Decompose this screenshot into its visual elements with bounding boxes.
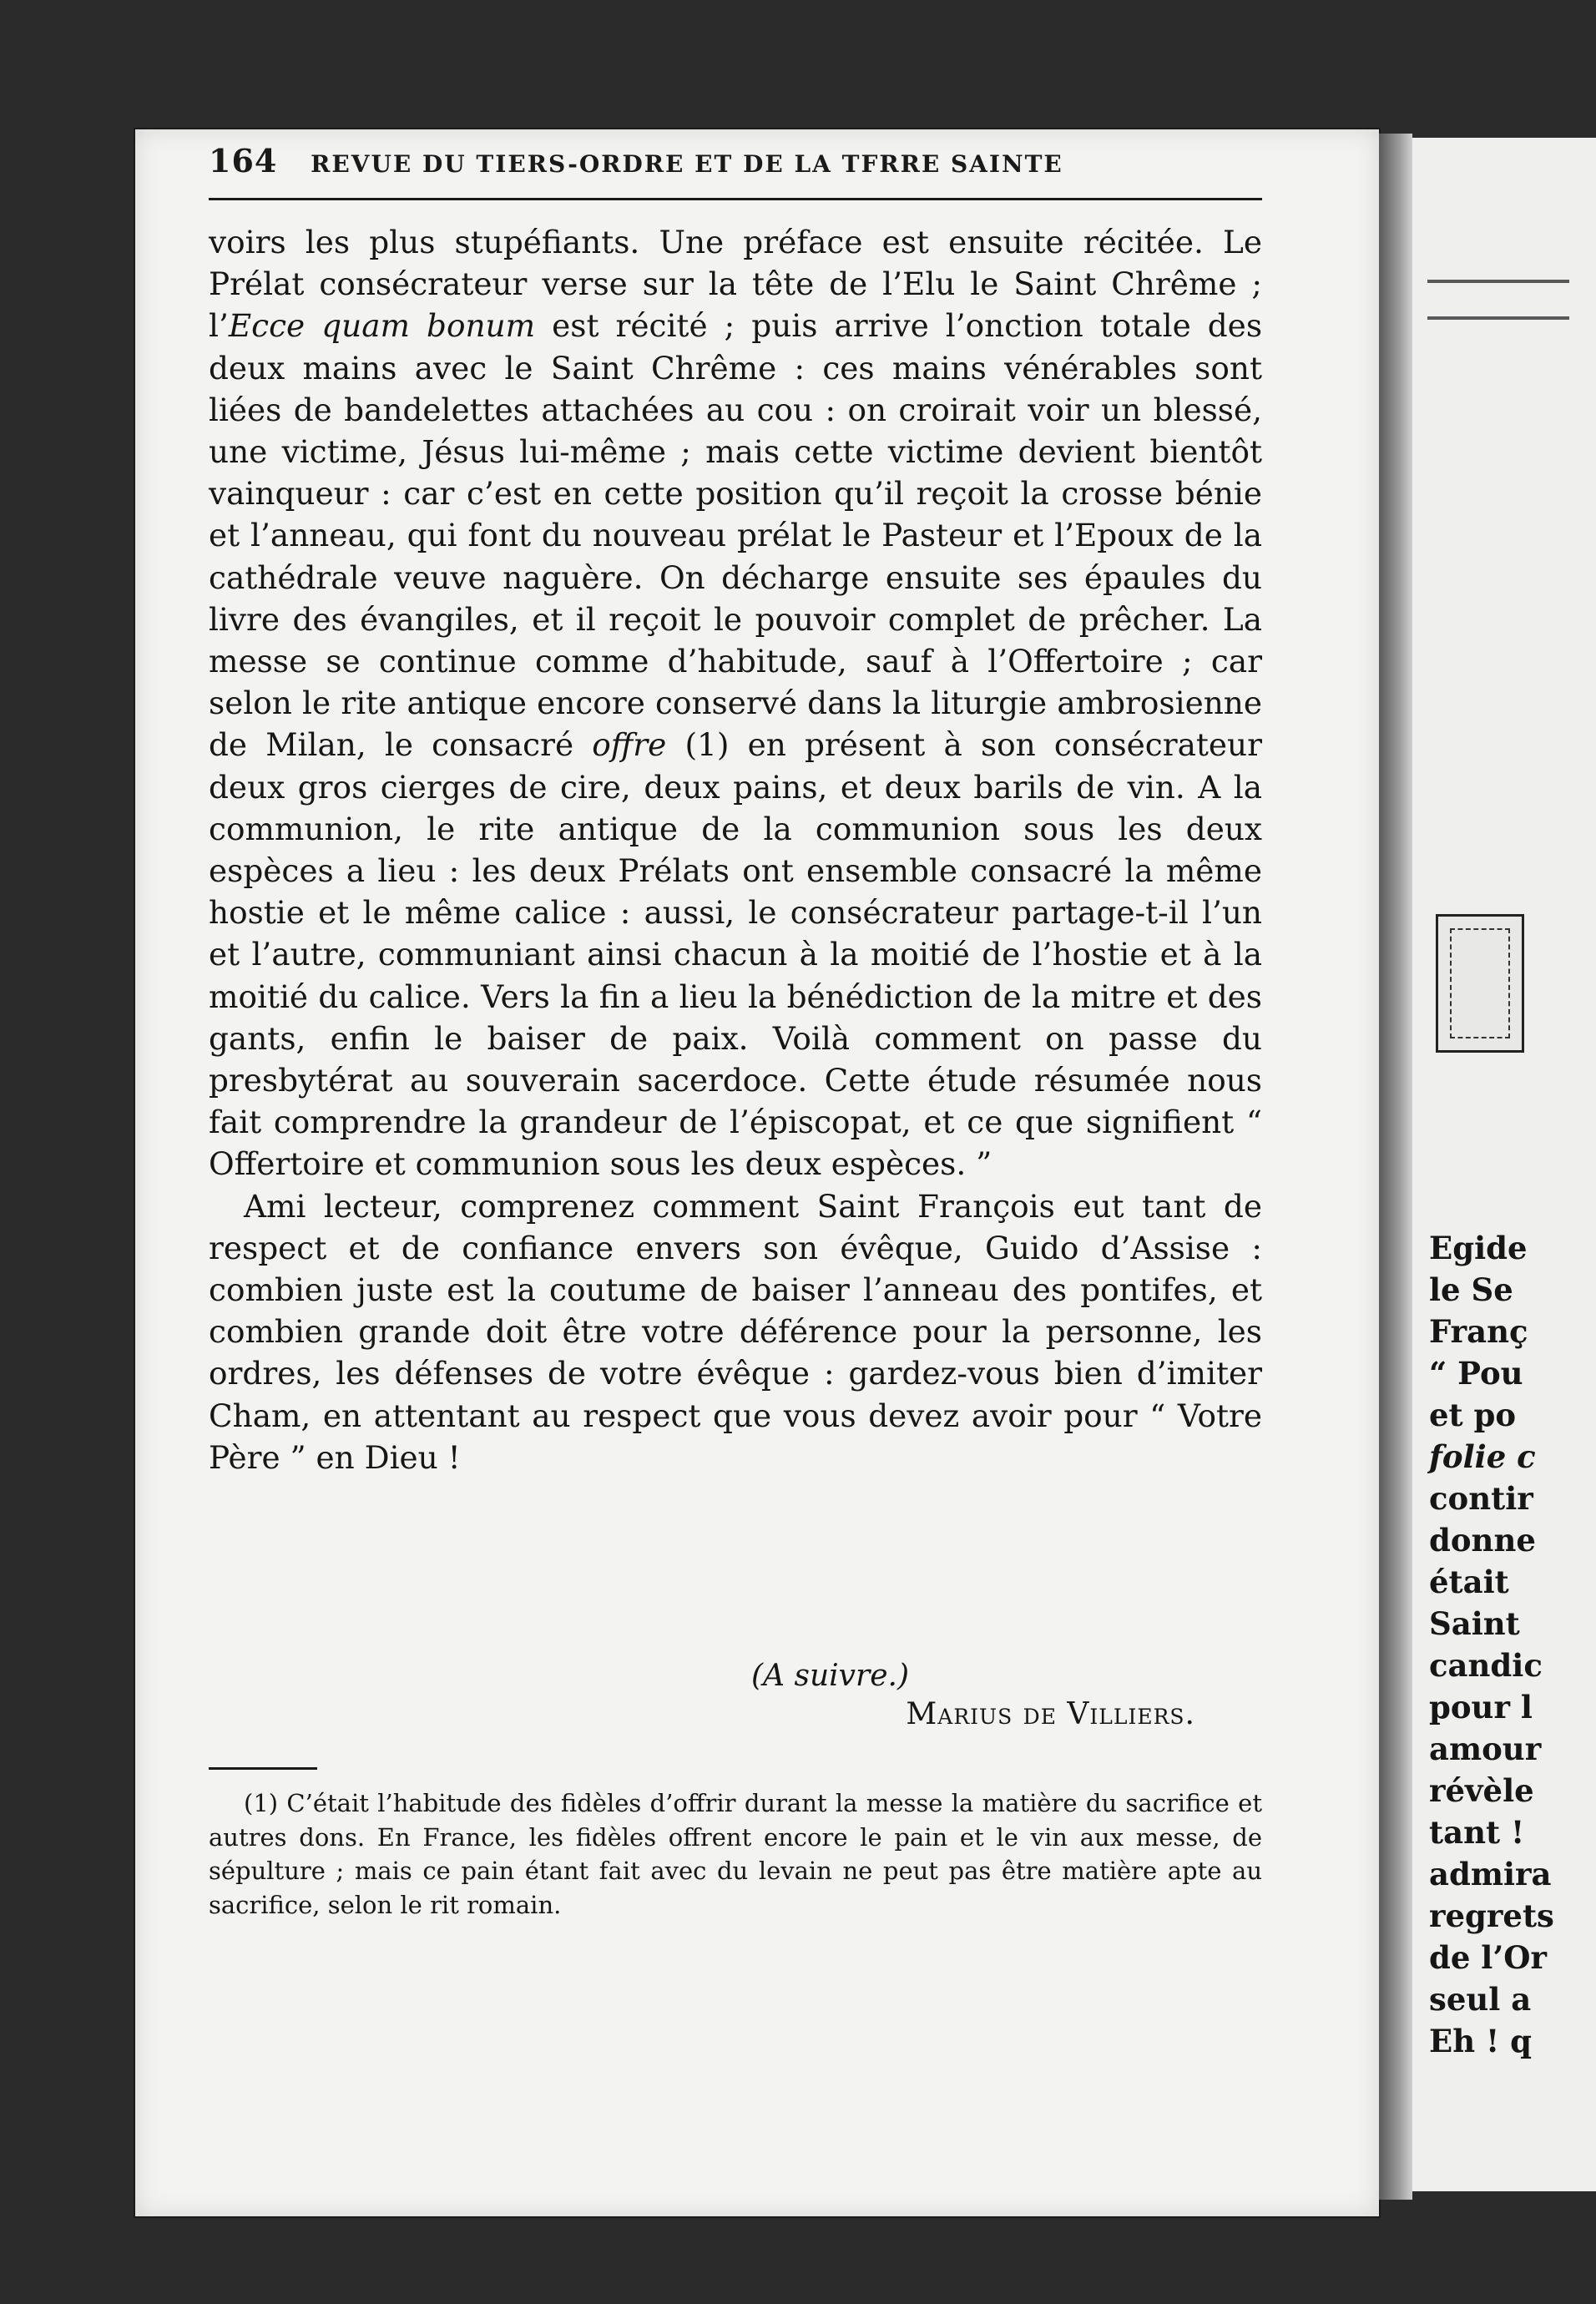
header-rule bbox=[209, 198, 1262, 200]
right-line: Eh ! q bbox=[1429, 2023, 1532, 2059]
italic-run: Ecce quam bonum bbox=[228, 307, 536, 345]
page-number: 164 bbox=[209, 142, 278, 179]
right-line: Egide bbox=[1429, 1230, 1528, 1266]
text-run: est récité ; puis arrive l’onction totale des deux mains avec le Saint Chrême : ces mains vénérables sont liées de bandelettes attachées au cou : on croirait voir un blessé, une victime, Jésus lui-même ; mais cette victime devient bientôt vainqueur : car c’est en cette position qu’il reçoit la crosse bénie et l’anneau, qui font du nouveau prélat le Pasteur et l’Epoux de la cathédrale veuve naguère. On décharge ensuite ses épaules du livre des évangiles, et il reçoit le pouvoir complet de prêcher. La messe se continue comme d’habitude, sauf à l’Offertoire ; car selon le rite antique encore conservé dans la liturgie ambrosienne de Milan, le consacré bbox=[209, 307, 1263, 764]
running-header bbox=[209, 142, 1260, 192]
right-line: “ Pou bbox=[1429, 1355, 1523, 1392]
right-line: amour bbox=[1429, 1731, 1542, 1767]
footnote bbox=[209, 1786, 1262, 1922]
drop-cap-icon bbox=[1436, 914, 1524, 1053]
right-line: Franç bbox=[1429, 1313, 1528, 1350]
footnote-text: (1) C’était l’habitude des fidèles d’offrir durant la messe la matière du sacrifice et autres dons. En France, les fidèles offrent encore le pain et le vin aux messe, de sépulture ; mais ce pain étant fait avec du levain ne peut pas être matière apte au sacrifice, selon le rit romain. bbox=[209, 1789, 1262, 1919]
right-line: regrets bbox=[1429, 1897, 1554, 1934]
signature-block bbox=[209, 1657, 1262, 1734]
text-run: voirs les plus stupéfiants. Une préface est ensuite récitée. Le Prélat consécrateur verse sur la tête de l’Elu le Saint Chrême ; l’ bbox=[209, 224, 1262, 345]
book-gutter bbox=[1379, 134, 1412, 2200]
right-line: contir bbox=[1429, 1480, 1533, 1517]
right-line: candic bbox=[1429, 1647, 1543, 1684]
right-line: donne bbox=[1429, 1522, 1536, 1559]
running-title: REVUE DU TIERS-ORDRE ET DE LA TFRRE SAINTE bbox=[311, 150, 1063, 178]
italic-run: offre bbox=[592, 726, 667, 764]
right-line: était bbox=[1429, 1564, 1509, 1600]
paragraph-1 bbox=[209, 221, 1262, 1185]
right-line: pour l bbox=[1429, 1689, 1533, 1725]
text-run: (1) en présent à son consécrateur deux gros cierges de cire, deux pains, et deux barils de vin. A la communion, le rite antique de la communion sous les deux espèces a lieu : les deux Prélats ont ensemble consacré la même hostie et le même calice : aussi, le consécrateur partage-t-il l’un et l’autre, communiant ainsi chacun à la moitié de l’hostie et à la moitié du calice. Vers la fin a lieu la bénédiction de la mitre et des gants, enfin le baiser de paix. Voilà comment on passe du presbytérat au souverain sacerdoce. Cette étude résumée nous fait comprendre la grandeur de l’épiscopat, et ce que signifient “ Offertoire et communion sous les deux espèces. ” bbox=[209, 726, 1262, 1183]
right-line: le Se bbox=[1429, 1271, 1513, 1308]
right-line: seul a bbox=[1429, 1981, 1532, 2018]
right-line: de l’Or bbox=[1429, 1939, 1547, 1976]
right-line: folie c bbox=[1429, 1438, 1536, 1475]
main-text bbox=[209, 221, 1262, 1478]
to-follow: (A suivre.) bbox=[751, 1659, 909, 1693]
footnote-rule bbox=[209, 1767, 317, 1770]
paragraph-2: Ami lecteur, comprenez comment Saint François eut tant de respect et de confiance envers son évêque, Guido d’Assise : combien juste est la coutume de baiser l’anneau des pontifes, et combien grande doit être votre déférence pour la personne, les ordres, les défenses de votre évêque : gardez-vous bien d’imiter Cham, en attentant au respect que vous devez avoir pour “ Votre Père ” en Dieu ! bbox=[209, 1187, 1262, 1476]
right-line: tant ! bbox=[1429, 1814, 1525, 1851]
right-line: révèle bbox=[1429, 1772, 1534, 1809]
right-line: et po bbox=[1429, 1397, 1517, 1433]
author-name: Marius de Villiers. bbox=[906, 1697, 1195, 1731]
ornament-icon bbox=[1427, 280, 1569, 320]
right-line: admira bbox=[1429, 1856, 1552, 1892]
right-page bbox=[1412, 138, 1596, 2191]
right-line: Saint bbox=[1429, 1605, 1520, 1642]
